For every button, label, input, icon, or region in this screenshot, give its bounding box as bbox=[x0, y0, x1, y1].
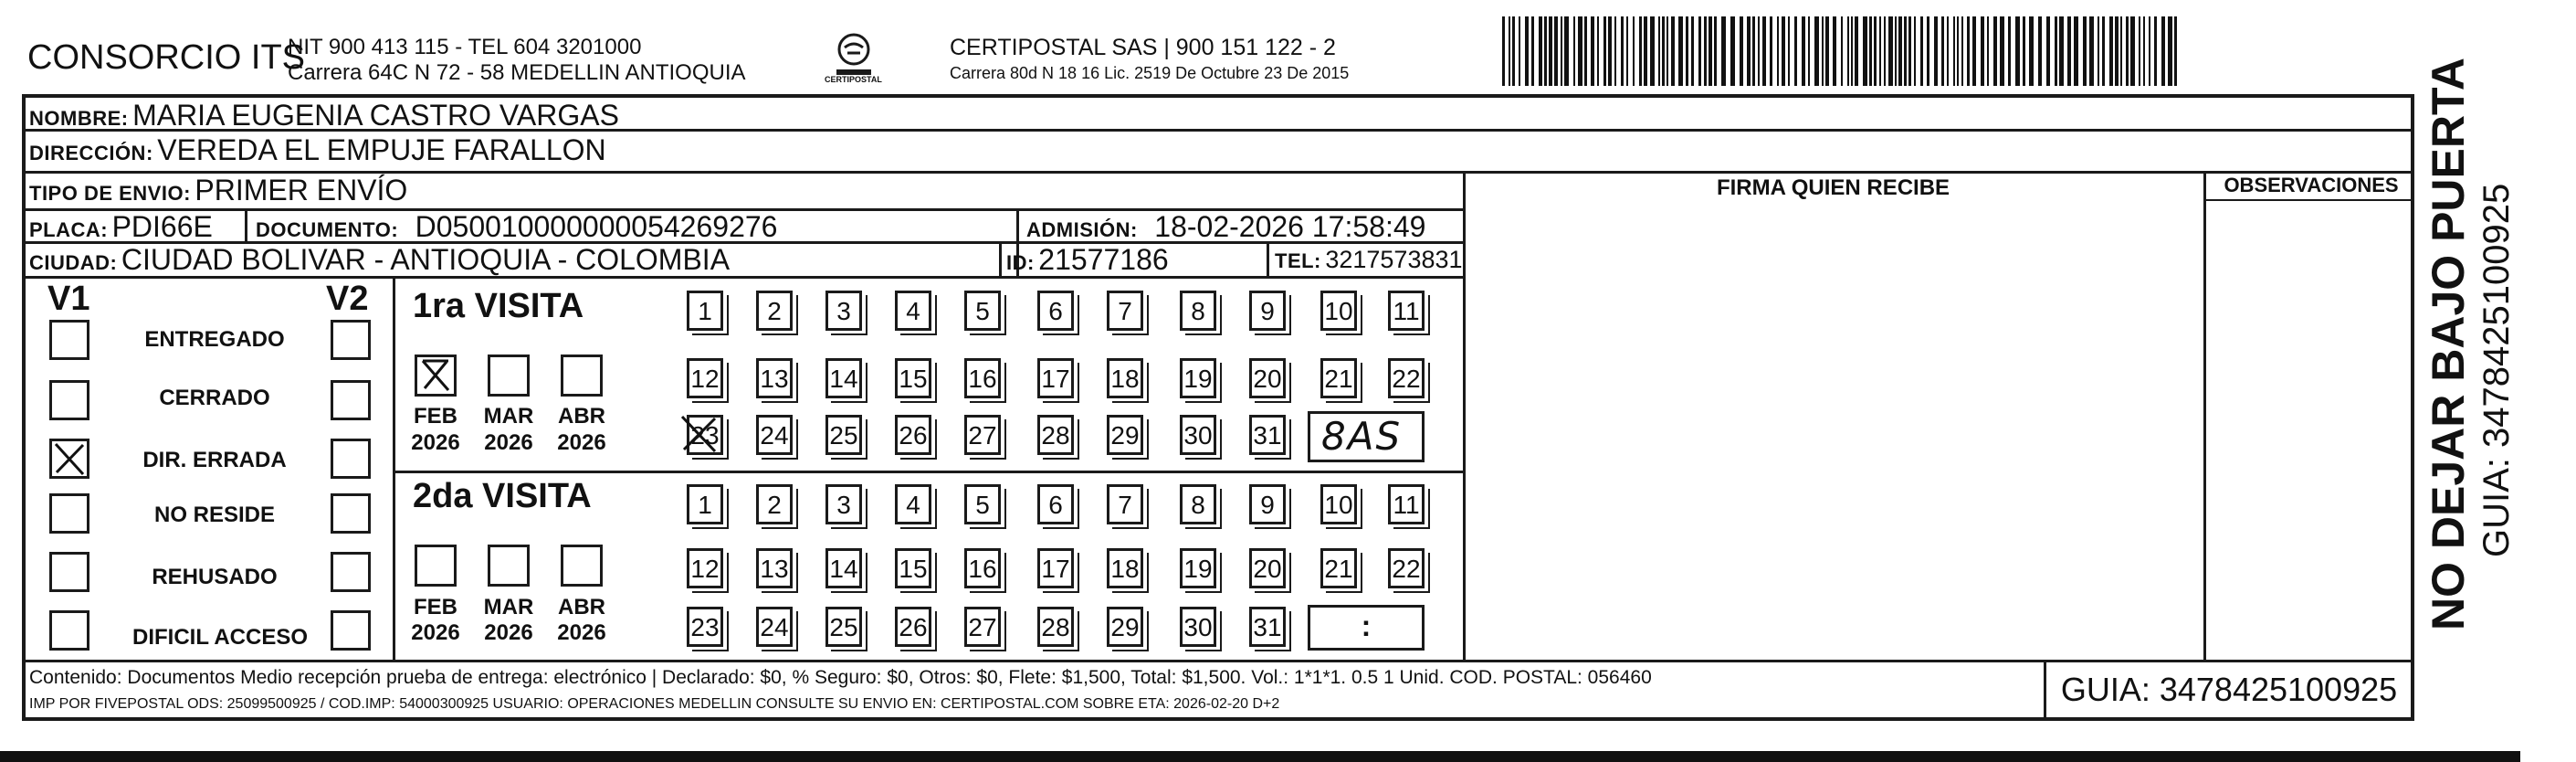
visita2-time-box[interactable] bbox=[1308, 605, 1425, 651]
direccion-value: VEREDA EL EMPUJE FARALLON bbox=[157, 133, 606, 166]
v2-dificil-acceso-checkbox[interactable] bbox=[331, 610, 371, 651]
visita1-day-12[interactable]: 12 bbox=[687, 358, 723, 398]
tipo-value: PRIMER ENVÍO bbox=[195, 174, 408, 206]
status-no-reside: NO RESIDE bbox=[153, 503, 276, 527]
visita1-day-17[interactable]: 17 bbox=[1037, 358, 1074, 398]
visita2-day-4[interactable]: 4 bbox=[895, 484, 931, 524]
ciudad-label: CIUDAD: bbox=[29, 251, 118, 274]
visita1-abr-checkbox[interactable] bbox=[561, 355, 603, 397]
visita2-day-25[interactable]: 25 bbox=[825, 607, 862, 647]
visita2-day-5[interactable]: 5 bbox=[964, 484, 1001, 524]
visita2-day-27[interactable]: 27 bbox=[964, 607, 1001, 647]
visita1-day-26[interactable]: 26 bbox=[895, 415, 931, 455]
visita2-day-16[interactable]: 16 bbox=[964, 548, 1001, 588]
visita1-day-6[interactable]: 6 bbox=[1037, 291, 1074, 331]
visita2-day-30[interactable]: 30 bbox=[1180, 607, 1216, 647]
company-info-line1: NIT 900 413 115 - TEL 604 3201000 bbox=[288, 35, 642, 59]
carrier-line1: CERTIPOSTAL SAS | 900 151 122 - 2 bbox=[950, 35, 1336, 60]
tipo-row bbox=[29, 174, 407, 207]
visita2-abr-year: 2026 bbox=[557, 620, 606, 645]
visita1-day-5[interactable]: 5 bbox=[964, 291, 1001, 331]
visita1-day-16[interactable]: 16 bbox=[964, 358, 1001, 398]
admision-cell bbox=[1026, 210, 1425, 244]
visita2-mar-label: MAR bbox=[483, 595, 534, 619]
placa-label: PLACA: bbox=[29, 218, 109, 241]
visita1-feb-label: FEB bbox=[414, 404, 457, 429]
visita2-day-13[interactable]: 13 bbox=[756, 548, 793, 588]
visita2-abr-label: ABR bbox=[558, 595, 605, 619]
visita1-day-15[interactable]: 15 bbox=[895, 358, 931, 398]
visita1-day-4[interactable]: 4 bbox=[895, 291, 931, 331]
visita1-mar-checkbox[interactable] bbox=[488, 355, 530, 397]
visita1-day-31[interactable]: 31 bbox=[1249, 415, 1286, 455]
status-rehusado: REHUSADO bbox=[152, 565, 278, 589]
visita1-day-1[interactable]: 1 bbox=[687, 291, 723, 331]
footer-imp-info: IMP POR FIVEPOSTAL ODS: 25099500925 / COD.IMP: 54000300925 USUARIO: OPERACIONES MEDELLIN CONSULTE SU ENVIO EN: CERTIPOSTAL.COM SOBRE ETA: 2026-02-20 D+2 bbox=[29, 696, 1280, 712]
status-dificil-acceso: DIFICIL ACCESO bbox=[131, 625, 308, 650]
placa-value: PDI66E bbox=[111, 210, 213, 243]
logo-text: CERTIPOSTAL bbox=[825, 75, 882, 84]
visita2-day-31[interactable]: 31 bbox=[1249, 607, 1286, 647]
v2-dir-errada-checkbox[interactable] bbox=[331, 439, 371, 479]
documento-cell bbox=[256, 210, 777, 244]
check-mark-icon bbox=[52, 441, 87, 476]
visita1-day-23[interactable]: 23 bbox=[687, 415, 723, 455]
visita1-day-8[interactable]: 8 bbox=[1180, 291, 1216, 331]
visita1-day-13[interactable]: 13 bbox=[756, 358, 793, 398]
visita2-day-7[interactable]: 7 bbox=[1107, 484, 1143, 524]
barcode bbox=[1502, 16, 2187, 86]
placa-cell bbox=[29, 210, 213, 244]
id-label: ID: bbox=[1006, 251, 1035, 274]
visita2-day-21[interactable]: 21 bbox=[1320, 548, 1357, 588]
tipo-label: TIPO DE ENVIO: bbox=[29, 182, 191, 205]
visita1-day-25[interactable]: 25 bbox=[825, 415, 862, 455]
visita2-day-12[interactable]: 12 bbox=[687, 548, 723, 588]
side-no-dejar-bajo-puerta: NO DEJAR BAJO PUERTA bbox=[2423, 58, 2474, 630]
visita1-title: 1ra VISITA bbox=[413, 287, 584, 325]
tel-value: 3217573831 bbox=[1325, 246, 1463, 273]
footer-guia: GUIA: 3478425100925 bbox=[2060, 671, 2398, 708]
visita1-day-20[interactable]: 20 bbox=[1249, 358, 1286, 398]
v2-label: V2 bbox=[326, 280, 369, 318]
direccion-row bbox=[29, 133, 606, 167]
visita2-day-24[interactable]: 24 bbox=[756, 607, 793, 647]
visita2-day-9[interactable]: 9 bbox=[1249, 484, 1286, 524]
v1-dir-errada-checkbox[interactable] bbox=[49, 439, 89, 479]
visita2-feb-checkbox[interactable] bbox=[415, 545, 457, 587]
visita2-mar-checkbox[interactable] bbox=[488, 545, 530, 587]
visita2-day-22[interactable]: 22 bbox=[1388, 548, 1425, 588]
v1-entregado-checkbox[interactable] bbox=[49, 320, 89, 360]
day-23-strike-icon bbox=[678, 413, 719, 455]
visita2-day-14[interactable]: 14 bbox=[825, 548, 862, 588]
check-mark-icon bbox=[417, 357, 454, 394]
v1-label: V1 bbox=[47, 280, 90, 318]
tel-label: TEL: bbox=[1275, 249, 1321, 272]
v1-dificil-acceso-checkbox[interactable] bbox=[49, 610, 89, 651]
visita1-day-2[interactable]: 2 bbox=[756, 291, 793, 331]
visita2-day-2[interactable]: 2 bbox=[756, 484, 793, 524]
visita1-day-19[interactable]: 19 bbox=[1180, 358, 1216, 398]
v2-rehusado-checkbox[interactable] bbox=[331, 552, 371, 592]
visita1-day-22[interactable]: 22 bbox=[1388, 358, 1425, 398]
visita2-day-3[interactable]: 3 bbox=[825, 484, 862, 524]
visita2-abr-checkbox[interactable] bbox=[561, 545, 603, 587]
visita2-feb-year: 2026 bbox=[411, 620, 460, 645]
visita1-day-18[interactable]: 18 bbox=[1107, 358, 1143, 398]
admision-value: 18-02-2026 17:58:49 bbox=[1154, 210, 1426, 243]
visita1-day-11[interactable]: 11 bbox=[1388, 291, 1425, 331]
documento-label: DOCUMENTO: bbox=[256, 218, 399, 241]
nombre-row bbox=[29, 99, 619, 132]
visita1-day-3[interactable]: 3 bbox=[825, 291, 862, 331]
visita1-day-28[interactable]: 28 bbox=[1037, 415, 1074, 455]
visita2-day-19[interactable]: 19 bbox=[1180, 548, 1216, 588]
visita2-mar-year: 2026 bbox=[484, 620, 533, 645]
visita1-day-7[interactable]: 7 bbox=[1107, 291, 1143, 331]
side-guia: GUIA: 3478425100925 bbox=[2476, 183, 2517, 557]
footer-contenido: Contenido: Documentos Medio recepción prueba de entrega: electrónico | Declarado: $0, % Seguro: $0, Otros: $0, Flete: $1,500, Total: $1,500. Vol.: 1*1*1. 0.5 1 Unid. COD. POSTAL: 056460 bbox=[29, 667, 1652, 688]
observaciones-label: OBSERVACIONES bbox=[2224, 174, 2399, 196]
visita2-day-17[interactable]: 17 bbox=[1037, 548, 1074, 588]
visita1-day-29[interactable]: 29 bbox=[1107, 415, 1143, 455]
visita2-day-1[interactable]: 1 bbox=[687, 484, 723, 524]
visita1-day-10[interactable]: 10 bbox=[1320, 291, 1357, 331]
visita2-day-8[interactable]: 8 bbox=[1180, 484, 1216, 524]
admision-label: ADMISIÓN: bbox=[1026, 218, 1138, 241]
visita2-day-26[interactable]: 26 bbox=[895, 607, 931, 647]
id-value: 21577186 bbox=[1038, 243, 1169, 276]
visita2-day-23[interactable]: 23 bbox=[687, 607, 723, 647]
v1-cerrado-checkbox[interactable] bbox=[49, 380, 89, 420]
v2-cerrado-checkbox[interactable] bbox=[331, 380, 371, 420]
visita2-day-29[interactable]: 29 bbox=[1107, 607, 1143, 647]
visita1-day-30[interactable]: 30 bbox=[1180, 415, 1216, 455]
bottom-edge bbox=[0, 751, 2520, 762]
nombre-label: NOMBRE: bbox=[29, 107, 129, 130]
visita1-mar-label: MAR bbox=[483, 404, 534, 429]
visita1-day-27[interactable]: 27 bbox=[964, 415, 1001, 455]
visita2-day-18[interactable]: 18 bbox=[1107, 548, 1143, 588]
company-info-line2: Carrera 64C N 72 - 58 MEDELLIN ANTIOQUIA bbox=[288, 60, 746, 85]
visita2-title: 2da VISITA bbox=[413, 477, 592, 515]
visita2-feb-label: FEB bbox=[414, 595, 457, 619]
direccion-label: DIRECCIÓN: bbox=[29, 142, 153, 164]
visita1-abr-year: 2026 bbox=[557, 430, 606, 455]
visita2-day-20[interactable]: 20 bbox=[1249, 548, 1286, 588]
documento-value: D050010000000054269276 bbox=[415, 210, 778, 243]
visita2-day-11[interactable]: 11 bbox=[1388, 484, 1425, 524]
visita2-day-10[interactable]: 10 bbox=[1320, 484, 1357, 524]
visita2-day-6[interactable]: 6 bbox=[1037, 484, 1074, 524]
nombre-value: MARIA EUGENIA CASTRO VARGAS bbox=[132, 99, 619, 132]
visita1-feb-year: 2026 bbox=[411, 430, 460, 455]
visita1-handwritten-time: 8AS bbox=[1321, 414, 1403, 459]
visita1-feb-checkbox[interactable] bbox=[415, 355, 457, 397]
ciudad-cell bbox=[29, 243, 730, 277]
firma-label: FIRMA QUIEN RECIBE bbox=[1716, 175, 1950, 200]
status-entregado: ENTREGADO bbox=[144, 327, 285, 352]
v2-no-reside-checkbox[interactable] bbox=[331, 493, 371, 534]
visita1-abr-label: ABR bbox=[558, 404, 605, 429]
visita1-day-9[interactable]: 9 bbox=[1249, 291, 1286, 331]
visita2-day-15[interactable]: 15 bbox=[895, 548, 931, 588]
visita1-day-14[interactable]: 14 bbox=[825, 358, 862, 398]
carrier-line2: Carrera 80d N 18 16 Lic. 2519 De Octubre 23 De 2015 bbox=[950, 64, 1350, 82]
status-cerrado: CERRADO bbox=[159, 386, 270, 410]
company-name: CONSORCIO ITS bbox=[27, 38, 306, 77]
v1-no-reside-checkbox[interactable] bbox=[49, 493, 89, 534]
tel-cell bbox=[1275, 246, 1463, 274]
ciudad-value: CIUDAD BOLIVAR - ANTIOQUIA - COLOMBIA bbox=[121, 243, 731, 276]
visita1-day-24[interactable]: 24 bbox=[756, 415, 793, 455]
status-dir-errada: DIR. ERRADA bbox=[142, 448, 287, 472]
visita1-day-21[interactable]: 21 bbox=[1320, 358, 1357, 398]
visita1-mar-year: 2026 bbox=[484, 430, 533, 455]
visita1-time-box[interactable] bbox=[1308, 411, 1425, 462]
v1-rehusado-checkbox[interactable] bbox=[49, 552, 89, 592]
v2-entregado-checkbox[interactable] bbox=[331, 320, 371, 360]
visita2-day-28[interactable]: 28 bbox=[1037, 607, 1074, 647]
visita2-time-separator: : bbox=[1361, 609, 1372, 642]
id-cell bbox=[1006, 243, 1169, 277]
